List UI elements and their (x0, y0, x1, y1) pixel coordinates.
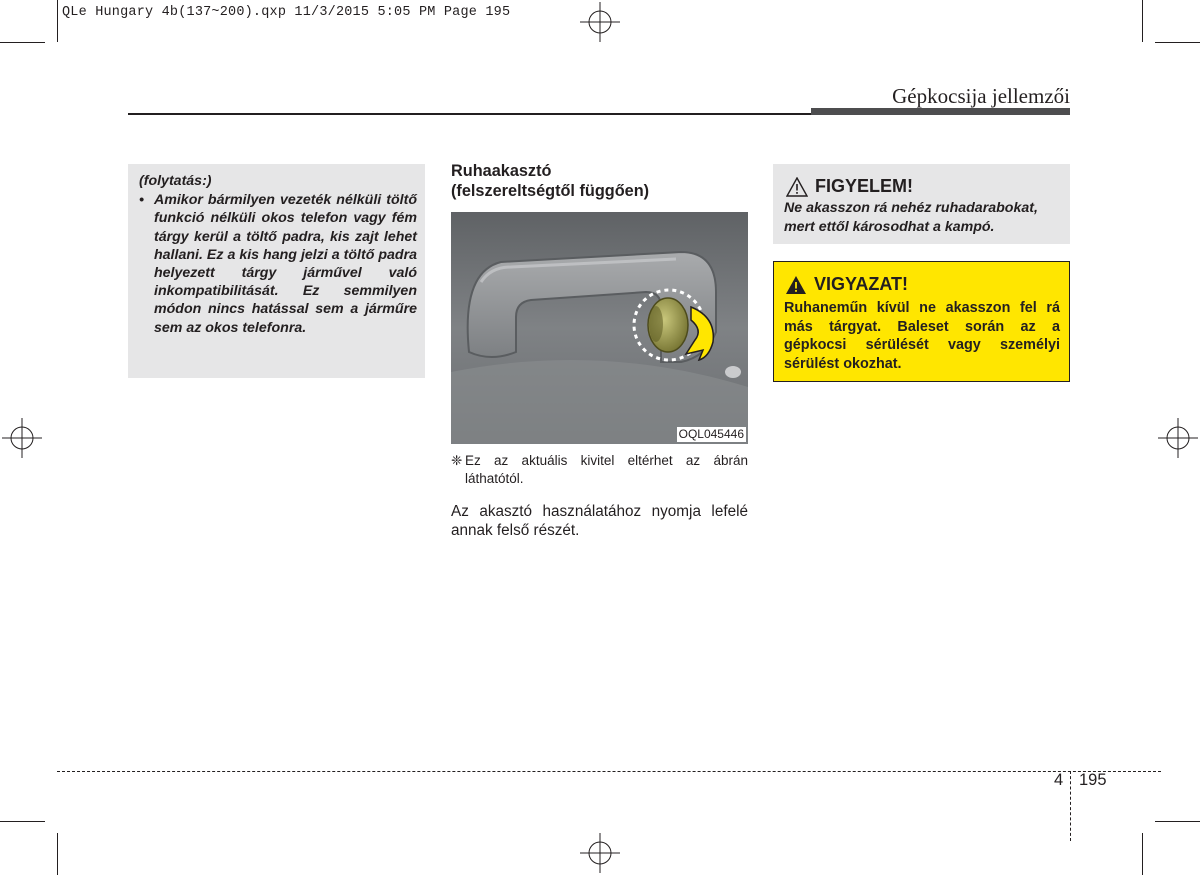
coat-hook-subtitle: (felszereltségtől függően) (451, 181, 650, 200)
coat-hook-photo (451, 212, 748, 444)
crop-mark (0, 821, 45, 822)
coat-hook-heading (451, 162, 751, 201)
warning-icon (786, 177, 808, 197)
caution-icon (785, 275, 807, 295)
registration-mark (580, 833, 620, 873)
footer-rule (57, 771, 1161, 772)
continuation-title: (folytatás:) (139, 173, 212, 189)
registration-mark (580, 2, 620, 42)
coat-hook-title: Ruhaakasztó (451, 162, 552, 180)
caution-text: Ruhaneműn kívül ne akasszon fel rá más tárgyat. Baleset során az a gépkocsi sérülését vagy személyi sérülést okozhat. (784, 300, 1060, 372)
caution-heading: VIGYAZAT! (814, 274, 909, 294)
header-rule-accent (811, 108, 1070, 115)
registration-mark (1158, 418, 1198, 458)
warning-heading: FIGYELEM! (815, 176, 913, 196)
footer-divider (1070, 771, 1071, 841)
figure-note (451, 452, 748, 487)
image-code: OQL045446 (678, 427, 744, 441)
crop-mark (1142, 0, 1143, 42)
crop-mark (57, 0, 58, 42)
coat-hook-illustration (451, 212, 748, 444)
registration-mark (2, 418, 42, 458)
crop-mark (1155, 42, 1200, 43)
crop-mark (57, 833, 58, 875)
figure-note-text: Ez az aktuális kivitel eltérhet az ábrán láthatótól. (465, 453, 748, 486)
note-mark: ❈ (451, 453, 463, 468)
page-number: 195 (1079, 771, 1107, 789)
caution-box (773, 261, 1070, 382)
warning-box (773, 164, 1070, 244)
header-rule (128, 113, 813, 115)
coat-hook-instruction: Az akasztó használatához nyomja lefelé annak felső részét. (451, 503, 748, 539)
section-title: Gépkocsija jellemzői (892, 84, 1070, 108)
crop-mark (1155, 821, 1200, 822)
crop-mark (1142, 833, 1143, 875)
print-header: QLe Hungary 4b(137~200).qxp 11/3/2015 5:05 PM Page 195 (62, 5, 511, 20)
bullet: • (139, 192, 144, 209)
list-item (139, 191, 417, 337)
chapter-number: 4 (1054, 771, 1064, 789)
warning-text: Ne akasszon rá nehéz ruhadarabokat, mert ettől károsodhat a kampó. (784, 200, 1038, 235)
continuation-box (128, 164, 425, 378)
crop-mark (0, 42, 45, 43)
continuation-text: Amikor bármilyen vezeték nélküli töltő funkció nélküli okos telefon vagy fém tárgy kerül a töltő padra, kis zajt lehet hallani. Ez a kis hang jelzi a töltő padra helyezett tárgy járművel való inkompatibilitását. Ez semmilyen módon nincs hatással sem a járműre sem az okos telefonra. (154, 192, 417, 336)
